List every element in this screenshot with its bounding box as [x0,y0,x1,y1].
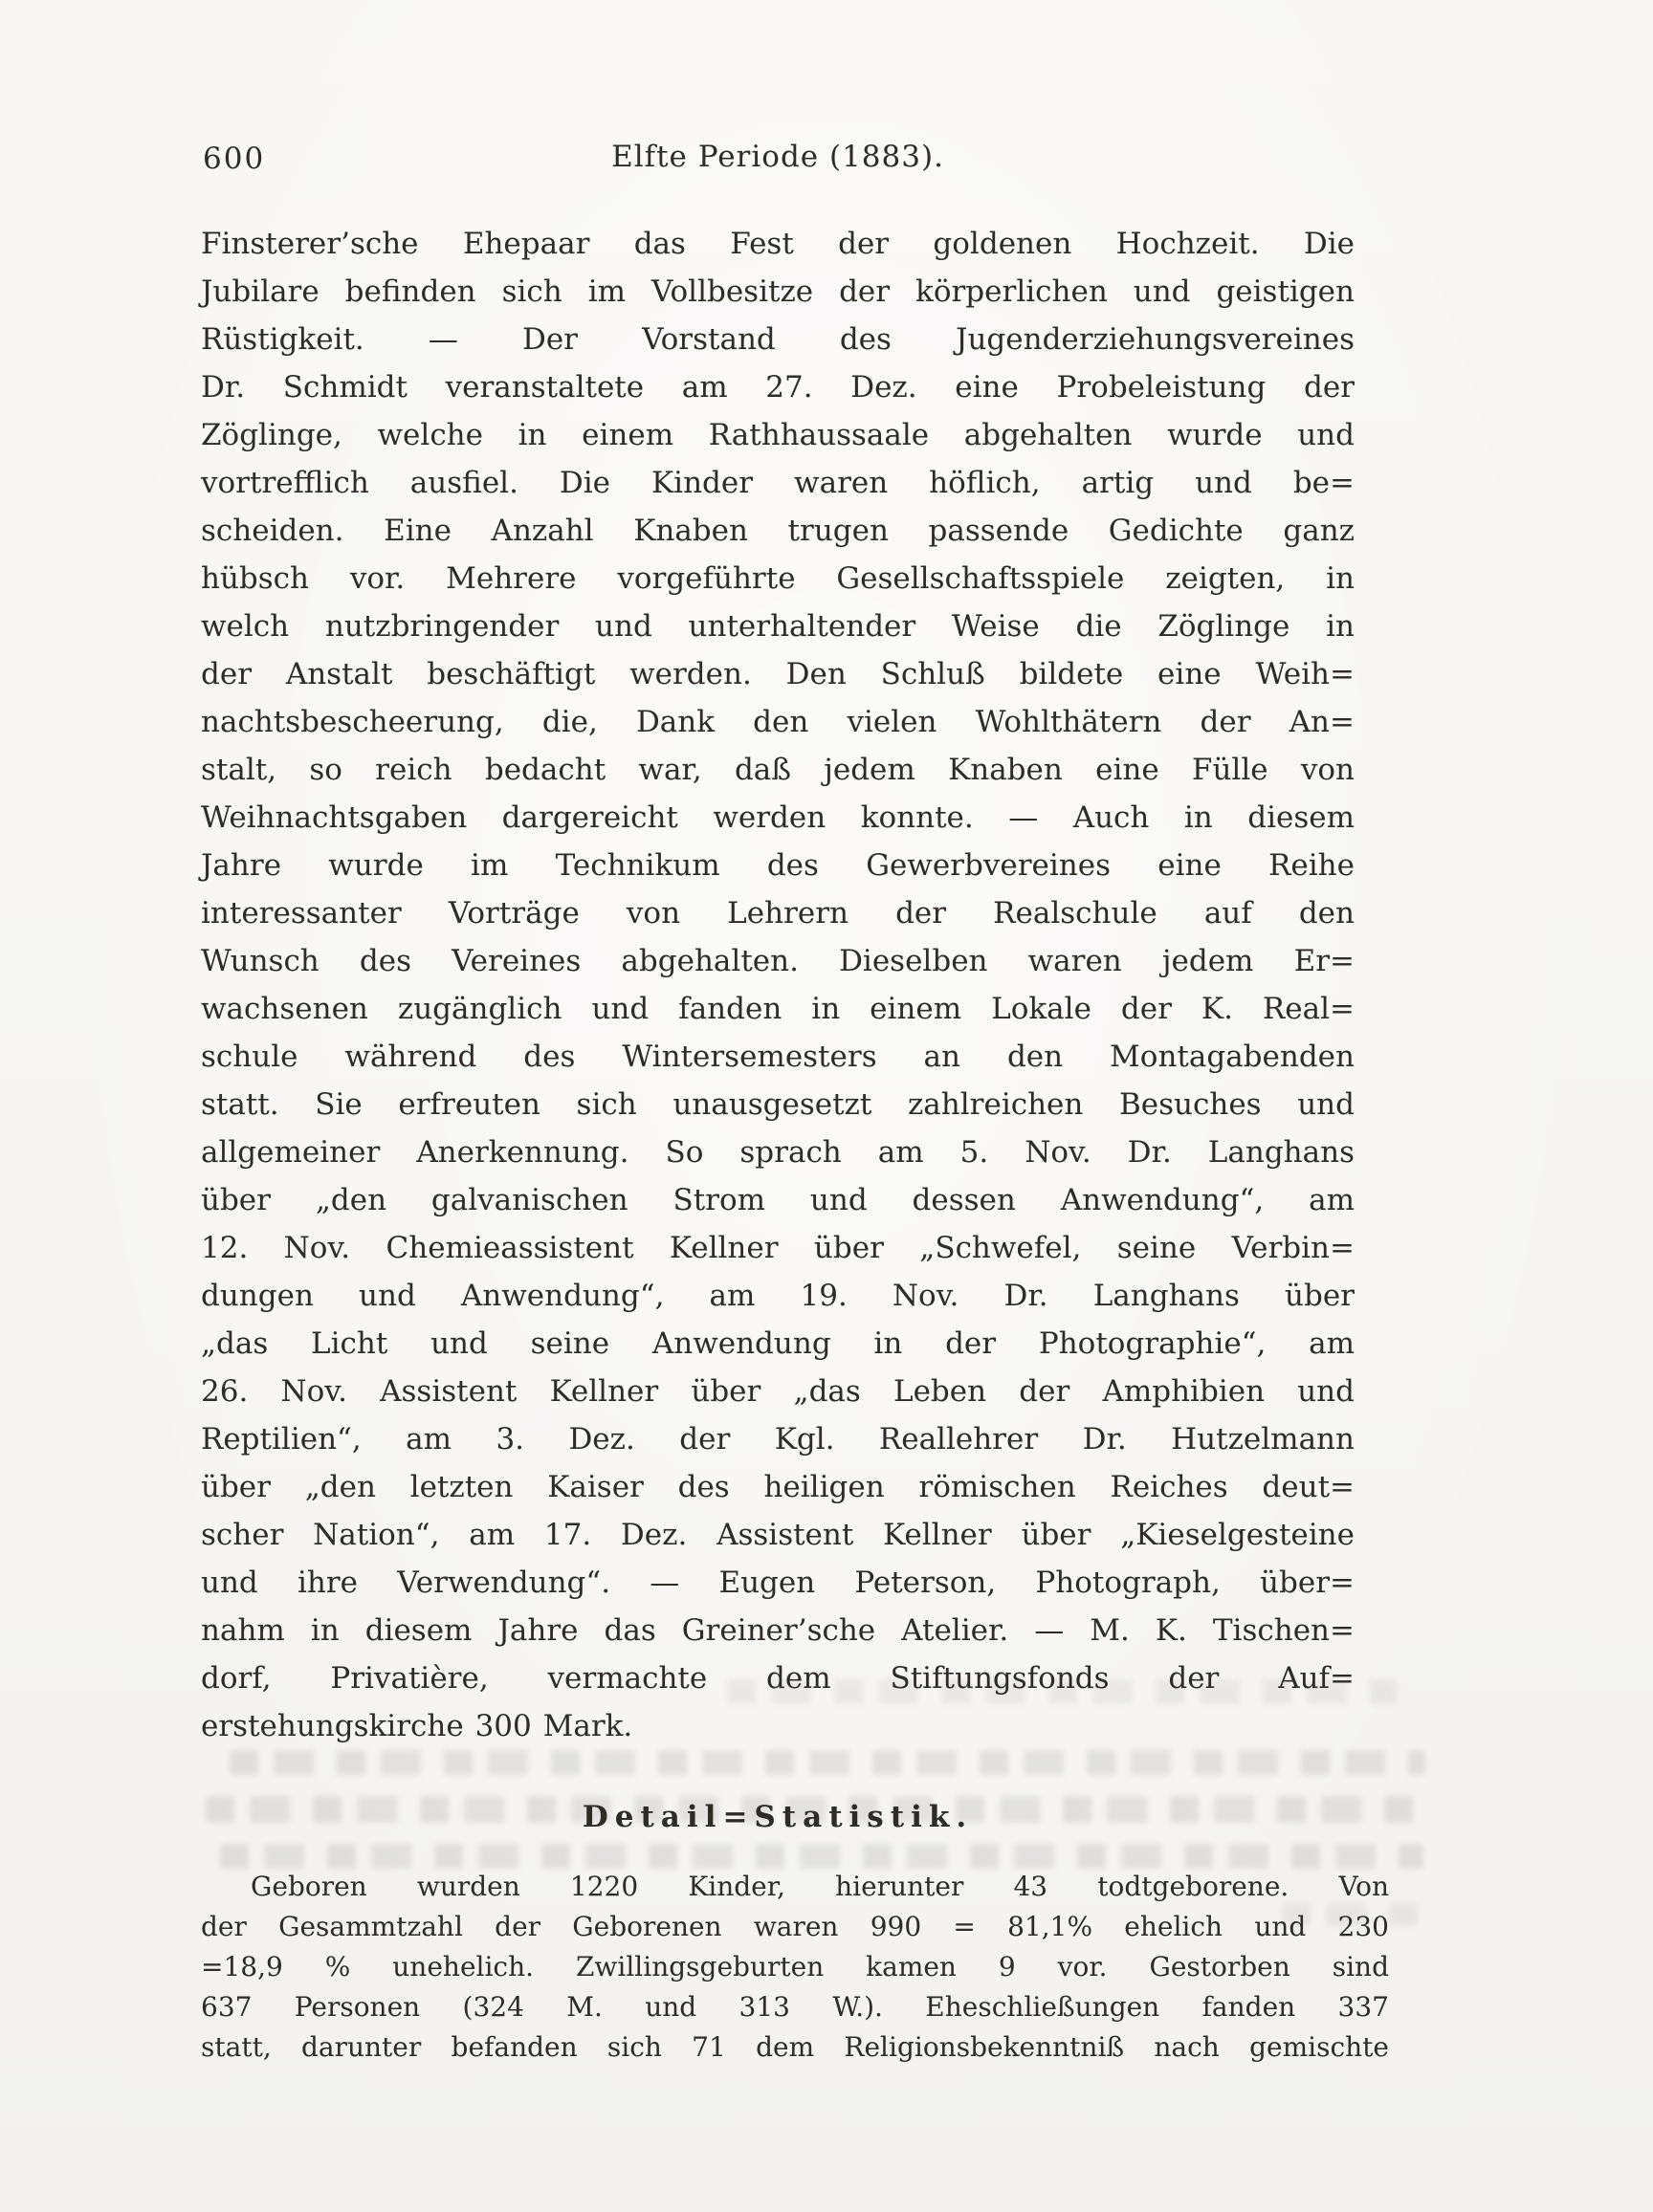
text-line: Dr. Schmidt veranstaltete am 27. Dez. eine Probeleistung der [201,370,1355,405]
text-line: schule während des Wintersemesters an den Montagabenden [201,1040,1355,1074]
text-line: der Anstalt beschäftigt werden. Den Schluß bildete eine Weih= [201,657,1355,691]
text-line: über „den letzten Kaiser des heiligen römischen Reiches deut= [201,1470,1355,1504]
section-heading: Detail=Statistik. [582,1800,974,1834]
text-line: welch nutzbringender und unterhaltender Weise die Zöglinge in [201,609,1355,644]
stats-line: =18,9 % unehelich. Zwillingsgeburten kamen 9 vor. Gestorben sind [201,1951,1389,1982]
text-line: 12. Nov. Chemieassistent Kellner über „Schwefel, seine Verbin= [201,1231,1355,1265]
text-line: vortrefflich ausfiel. Die Kinder waren höflich, artig und be= [201,466,1355,500]
text-line: über „den galvanischen Strom und dessen Anwendung“, am [201,1183,1355,1217]
text-line: scheiden. Eine Anzahl Knaben trugen passende Gedichte ganz [201,514,1355,548]
text-line: und ihre Verwendung“. — Eugen Peterson, Photograph, über= [201,1566,1355,1600]
text-line: dorf, Privatière, vermachte dem Stiftungsfonds der Auf= [201,1661,1355,1696]
text-line: nahm in diesem Jahre das Greiner’sche Atelier. — M. K. Tischen= [201,1613,1355,1648]
text-line: Rüstigkeit. — Der Vorstand des Jugenderziehungsvereines [201,322,1355,357]
stats-line: statt, darunter befanden sich 71 dem Religionsbekenntniß nach gemischte [201,2031,1389,2063]
text-line: scher Nation“, am 17. Dez. Assistent Kellner über „Kieselgesteine [201,1518,1355,1552]
text-line: dungen und Anwendung“, am 19. Nov. Dr. Langhans über [201,1279,1355,1313]
text-line: Weihnachtsgaben dargereicht werden konnte. — Auch in diesem [201,800,1355,835]
text-line: Wunsch des Vereines abgehalten. Dieselben waren jedem Er= [201,944,1355,978]
text-line: Jahre wurde im Technikum des Gewerbvereines eine Reihe [201,848,1355,883]
stats-line: 637 Personen (324 M. und 313 W.). Eheschließungen fanden 337 [201,1991,1389,2023]
text-line: Jubilare befinden sich im Vollbesitze der körperlichen und geistigen [201,274,1355,309]
running-title: Elfte Periode (1883). [611,140,944,174]
bleed-through-artifact [230,1750,1425,1775]
text-line: interessanter Vorträge von Lehrern der Realschule auf den [201,896,1355,931]
text-line: Reptilien“, am 3. Dez. der Kgl. Reallehrer Dr. Hutzelmann [201,1422,1355,1456]
running-header [201,140,1355,184]
bleed-through-artifact [220,1844,1423,1869]
stats-line: der Gesammtzahl der Geborenen waren 990 = 81,1% ehelich und 230 [201,1911,1389,1942]
text-line: allgemeiner Anerkennung. So sprach am 5. Nov. Dr. Langhans [201,1135,1355,1170]
body-text [201,220,1355,1750]
stats-line: Geboren wurden 1220 Kinder, hierunter 43 todtgeborene. Von [251,1871,1389,1902]
text-line: „das Licht und seine Anwendung in der Photographie“, am [201,1326,1355,1361]
text-line: stalt, so reich bedacht war, daß jedem Knaben eine Fülle von [201,753,1355,787]
text-line: erstehungskirche 300 Mark. [201,1709,633,1743]
page-number: 600 [203,142,266,176]
text-line: nachtsbescheerung, die, Dank den vielen Wohlthätern der An= [201,705,1355,739]
text-line: wachsenen zugänglich und fanden in einem Lokale der K. Real= [201,992,1355,1026]
stats-paragraph [201,1867,1389,2068]
text-line: hübsch vor. Mehrere vorgeführte Gesellschaftsspiele zeigten, in [201,561,1355,596]
text-line: Zöglinge, welche in einem Rathhaussaale abgehalten wurde und [201,418,1355,452]
text-line: Finsterer’sche Ehepaar das Fest der goldenen Hochzeit. Die [201,227,1355,261]
text-line: 26. Nov. Assistent Kellner über „das Leben der Amphibien und [201,1374,1355,1409]
text-line: statt. Sie erfreuten sich unausgesetzt zahlreichen Besuches und [201,1087,1355,1122]
